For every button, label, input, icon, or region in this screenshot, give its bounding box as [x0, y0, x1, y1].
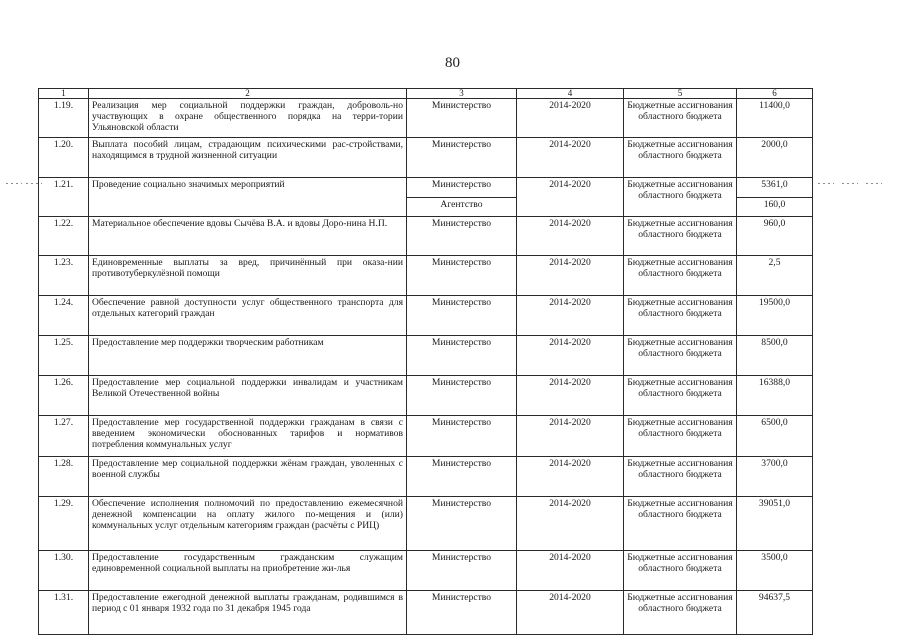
measure-name: Выплата пособий лицам, страдающим психическими рас-стройствами, находящимся в трудной жизненной ситуации [89, 138, 407, 178]
period: 2014-2020 [517, 296, 624, 336]
table-body [39, 89, 813, 635]
measure-name: Предоставление мер социальной поддержки инвалидам и участникам Великой Отечественной войны [89, 376, 407, 416]
measure-name: Предоставление мер государственной поддержки гражданам в связи с введением экономически обоснованных тарифов и нормативов потребления коммунальных услуг [89, 416, 407, 457]
row-number: 1.27. [39, 416, 89, 457]
budget-measures-table [38, 88, 813, 635]
funding-source: Бюджетные ассигнования областного бюджета [624, 551, 737, 591]
funding-source: Бюджетные ассигнования областного бюджета [624, 217, 737, 256]
measure-name: Реализация мер социальной поддержки граждан, доброволь-но участвующих в охране общественного порядка на терри-тории Ульяновской области [89, 99, 407, 138]
funding-source: Бюджетные ассигнования областного бюджета [624, 591, 737, 635]
funding-source: Бюджетные ассигнования областного бюджета [624, 99, 737, 138]
amount: 3500,0 [737, 551, 813, 591]
row-number: 1.23. [39, 256, 89, 296]
executor: Министерство [407, 457, 517, 497]
amount: 2000,0 [737, 138, 813, 178]
measure-name: Единовременные выплаты за вред, причинённый при оказа-нии противотуберкулёзной помощи [89, 256, 407, 296]
amount: 8500,0 [737, 336, 813, 376]
funding-source: Бюджетные ассигнования областного бюджета [624, 457, 737, 497]
period: 2014-2020 [517, 416, 624, 457]
row-number: 1.30. [39, 551, 89, 591]
amount: 2,5 [737, 256, 813, 296]
period: 2014-2020 [517, 336, 624, 376]
row-number: 1.29. [39, 497, 89, 551]
period: 2014-2020 [517, 217, 624, 256]
amount: 5361,0 [737, 178, 813, 198]
table-row [39, 256, 813, 296]
funding-source: Бюджетные ассигнования областного бюджета [624, 138, 737, 178]
table-row [39, 416, 813, 457]
executor-secondary: Агентство [407, 198, 517, 217]
column-number-2: 2 [89, 89, 407, 99]
amount: 16388,0 [737, 376, 813, 416]
executor: Министерство [407, 217, 517, 256]
period: 2014-2020 [517, 591, 624, 635]
table-row [39, 497, 813, 551]
column-number-row [39, 89, 813, 99]
scan-artifact-left [6, 183, 22, 184]
funding-source: Бюджетные ассигнования областного бюджета [624, 178, 737, 217]
row-number: 1.26. [39, 376, 89, 416]
table-row [39, 138, 813, 178]
measure-name: Предоставление мер социальной поддержки жёнам граждан, уволенных с военной службы [89, 457, 407, 497]
table-row [39, 376, 813, 416]
funding-source: Бюджетные ассигнования областного бюджета [624, 376, 737, 416]
executor: Министерство [407, 497, 517, 551]
table-row [39, 217, 813, 256]
table-row [39, 551, 813, 591]
period: 2014-2020 [517, 99, 624, 138]
measure-name: Предоставление мер поддержки творческим работникам [89, 336, 407, 376]
period: 2014-2020 [517, 256, 624, 296]
executor: Министерство [407, 551, 517, 591]
table-row [39, 591, 813, 635]
executor: Министерство [407, 591, 517, 635]
row-number: 1.31. [39, 591, 89, 635]
column-number-3: 3 [407, 89, 517, 99]
period: 2014-2020 [517, 497, 624, 551]
row-number: 1.25. [39, 336, 89, 376]
amount: 6500,0 [737, 416, 813, 457]
table-row [39, 296, 813, 336]
executor: Министерство [407, 256, 517, 296]
executor: Министерство [407, 336, 517, 376]
table-row [39, 178, 813, 198]
period: 2014-2020 [517, 457, 624, 497]
funding-source: Бюджетные ассигнования областного бюджета [624, 256, 737, 296]
amount-secondary: 160,0 [737, 198, 813, 217]
amount: 3700,0 [737, 457, 813, 497]
row-number: 1.20. [39, 138, 89, 178]
period: 2014-2020 [517, 376, 624, 416]
row-number: 1.22. [39, 217, 89, 256]
scan-artifact-right-3 [866, 183, 882, 184]
amount: 39051,0 [737, 497, 813, 551]
executor: Министерство [407, 416, 517, 457]
period: 2014-2020 [517, 551, 624, 591]
funding-source: Бюджетные ассигнования областного бюджета [624, 416, 737, 457]
column-number-5: 5 [624, 89, 737, 99]
column-number-1: 1 [39, 89, 89, 99]
column-number-4: 4 [517, 89, 624, 99]
row-number: 1.24. [39, 296, 89, 336]
measure-name: Материальное обеспечение вдовы Сычёва В.А. и вдовы Доро-нина Н.П. [89, 217, 407, 256]
table-row [39, 457, 813, 497]
page-number: 80 [445, 55, 460, 71]
scan-artifact-right [818, 183, 834, 184]
executor: Министерство [407, 296, 517, 336]
funding-source: Бюджетные ассигнования областного бюджета [624, 296, 737, 336]
row-number: 1.28. [39, 457, 89, 497]
executor: Министерство [407, 99, 517, 138]
row-number: 1.19. [39, 99, 89, 138]
measure-name: Проведение социально значимых мероприятий [89, 178, 407, 217]
amount: 960,0 [737, 217, 813, 256]
measure-name: Обеспечение равной доступности услуг общественного транспорта для отдельных категорий граждан [89, 296, 407, 336]
amount: 94637,5 [737, 591, 813, 635]
table-row [39, 336, 813, 376]
amount: 19500,0 [737, 296, 813, 336]
funding-source: Бюджетные ассигнования областного бюджета [624, 336, 737, 376]
period: 2014-2020 [517, 178, 624, 217]
scan-artifact-right-2 [842, 183, 858, 184]
executor: Министерство [407, 178, 517, 198]
row-number: 1.21. [39, 178, 89, 217]
table-row [39, 99, 813, 138]
funding-source: Бюджетные ассигнования областного бюджета [624, 497, 737, 551]
executor: Министерство [407, 376, 517, 416]
amount: 11400,0 [737, 99, 813, 138]
measure-name: Предоставление государственным гражданским служащим единовременной социальной выплаты на приобретение жи-лья [89, 551, 407, 591]
period: 2014-2020 [517, 138, 624, 178]
measure-name: Предоставление ежегодной денежной выплаты гражданам, родившимся в период с 01 января 1932 года по 31 декабря 1945 года [89, 591, 407, 635]
column-number-6: 6 [737, 89, 813, 99]
executor: Министерство [407, 138, 517, 178]
measure-name: Обеспечение исполнения полномочий по предоставлению ежемесячной денежной компенсации на оплату жилого по-мещения и (или) коммунальных услуг отдельным категориям граждан (расчёты с РИЦ) [89, 497, 407, 551]
